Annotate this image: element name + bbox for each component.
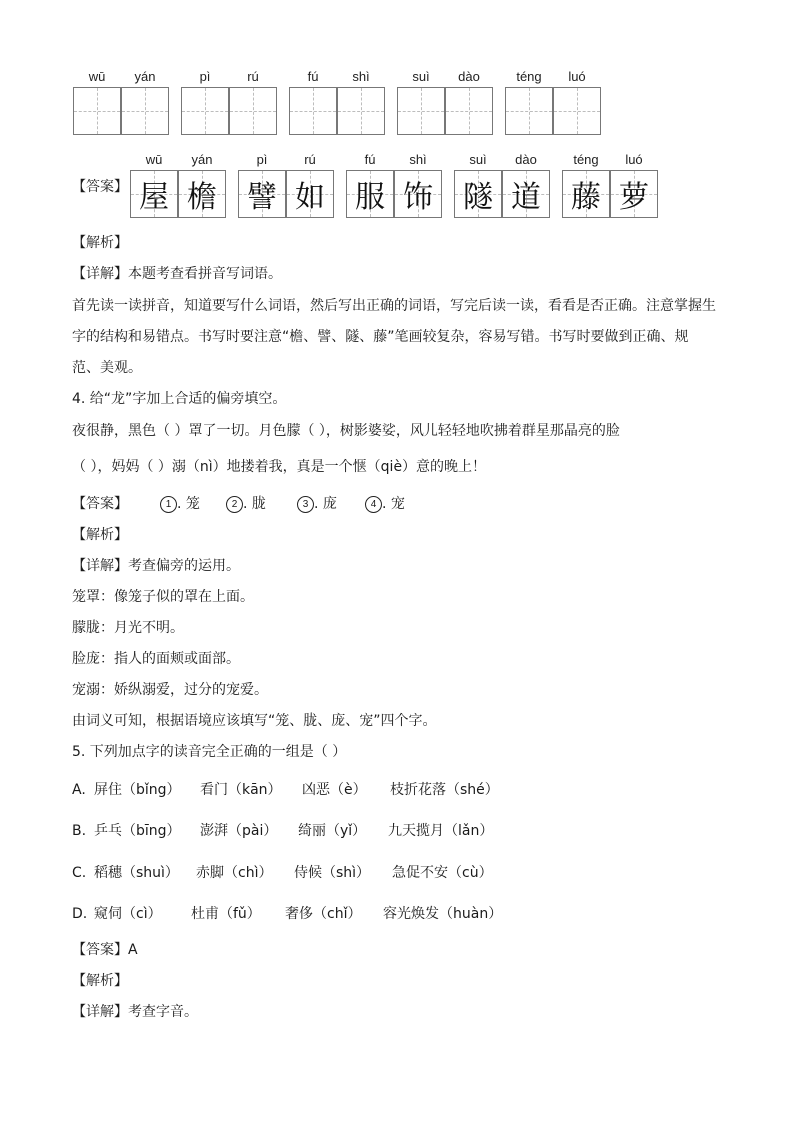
answer-char-box bbox=[502, 170, 550, 218]
explanation-text: 笼罩：像笼子似的罩在上面。 bbox=[72, 589, 254, 605]
writing-box[interactable] bbox=[121, 87, 169, 135]
circled-number: 2 bbox=[226, 496, 243, 513]
answer-item: 4 . 宠 bbox=[365, 494, 405, 514]
pinyin-label: shì bbox=[352, 69, 370, 84]
pinyin-label: fú bbox=[364, 152, 376, 167]
detail-text: 【详解】考查字音。 bbox=[72, 1004, 198, 1020]
detail-text: 【详解】本题考查看拼音写词语。 bbox=[72, 266, 282, 282]
pinyin-label: suì bbox=[412, 69, 430, 84]
writing-box[interactable] bbox=[337, 87, 385, 135]
option-item: 凶恶（è） bbox=[302, 782, 367, 798]
writing-box[interactable] bbox=[553, 87, 601, 135]
option-item: 绮丽（yǐ） bbox=[298, 823, 367, 839]
answer-char-box bbox=[346, 170, 394, 218]
circled-number: 3 bbox=[297, 496, 314, 513]
explanation-text: 由词义可知，根据语境应该填写“笼、胧、庞、宠”四个字。 bbox=[72, 713, 437, 729]
answer-char: 服 bbox=[355, 180, 385, 215]
writing-box[interactable] bbox=[229, 87, 277, 135]
option-item: 九天揽月（lǎn） bbox=[388, 823, 494, 839]
pinyin-label: suì bbox=[469, 152, 487, 167]
explanation-text: 范、美观。 bbox=[72, 360, 142, 376]
writing-box[interactable] bbox=[181, 87, 229, 135]
option-item: 看门（kān） bbox=[200, 782, 282, 798]
option-item: 杜甫（fǔ） bbox=[191, 906, 261, 922]
explanation-text: 字的结构和易错点。书写时要注意“檐、譬、隧、藤”笔画较复杂，容易写错。书写时要做到正确、规 bbox=[72, 329, 689, 345]
circled-number: 4 bbox=[365, 496, 382, 513]
option-item: 乒乓（bīng） bbox=[94, 823, 181, 839]
pinyin-label: pì bbox=[256, 152, 268, 167]
option-item: 枝折花落（shé） bbox=[390, 782, 499, 798]
answer-char: 屋 bbox=[139, 180, 169, 215]
answer-item: 1 . 笼 bbox=[160, 494, 200, 514]
answer-label: 【答案】 bbox=[72, 179, 128, 195]
answer-char-box bbox=[238, 170, 286, 218]
pinyin-label: rú bbox=[304, 152, 316, 167]
detail-text: 【详解】考查偏旁的运用。 bbox=[72, 558, 240, 574]
answer-label: 【答案】 bbox=[72, 496, 128, 512]
option-item: 窥伺（cì） bbox=[94, 906, 162, 922]
writing-box[interactable] bbox=[505, 87, 553, 135]
option-item: 侍候（shì） bbox=[294, 865, 371, 881]
pinyin-label: luó bbox=[568, 69, 586, 84]
answer-char: 笼 bbox=[185, 496, 200, 512]
explanation-text: 朦胧：月光不明。 bbox=[72, 620, 184, 636]
answer-item: 3 . 庞 bbox=[297, 494, 337, 514]
answer-char-box bbox=[394, 170, 442, 218]
answer-char: 饰 bbox=[403, 180, 433, 215]
answer-char-box bbox=[562, 170, 610, 218]
answer-char: 胧 bbox=[251, 496, 266, 512]
pinyin-label: wū bbox=[145, 152, 163, 167]
jiexi-label: 【解析】 bbox=[72, 973, 128, 989]
question-text: 夜很静，黑色（ ）罩了一切。月色朦（ ），树影婆娑，风儿轻轻地吹拂着群星那晶亮的脸 bbox=[72, 423, 620, 439]
pinyin-label: luó bbox=[625, 152, 643, 167]
pinyin-label: yán bbox=[134, 69, 156, 84]
question-title: 5. 下列加点字的读音完全正确的一组是（ ） bbox=[72, 744, 347, 760]
explanation-text: 宠溺：娇纵溺爱，过分的宠爱。 bbox=[72, 682, 268, 698]
option-label: A. bbox=[72, 782, 86, 798]
pinyin-label: téng bbox=[516, 69, 542, 84]
writing-box[interactable] bbox=[397, 87, 445, 135]
pinyin-label: yán bbox=[191, 152, 213, 167]
pinyin-label: téng bbox=[573, 152, 599, 167]
circled-number: 1 bbox=[160, 496, 177, 513]
pinyin-label: dào bbox=[458, 69, 480, 84]
option-item: 奢侈（chǐ） bbox=[285, 906, 362, 922]
jiexi-label: 【解析】 bbox=[72, 235, 128, 251]
pinyin-label: shì bbox=[409, 152, 427, 167]
answer-char: 譬 bbox=[247, 180, 277, 215]
answer-char-box bbox=[130, 170, 178, 218]
answer-char-box bbox=[178, 170, 226, 218]
answer-char: 隧 bbox=[463, 180, 493, 215]
answer-item: 2 . 胧 bbox=[226, 494, 266, 514]
option-item: 容光焕发（huàn） bbox=[383, 906, 503, 922]
writing-box[interactable] bbox=[73, 87, 121, 135]
writing-box[interactable] bbox=[445, 87, 493, 135]
answer-char-box bbox=[454, 170, 502, 218]
answer-char: 檐 bbox=[187, 180, 217, 215]
option-item: 急促不安（cù） bbox=[392, 865, 493, 881]
answer-char: 萝 bbox=[619, 180, 649, 215]
answer-char: 庞 bbox=[322, 496, 337, 512]
answer-text: 【答案】A bbox=[72, 942, 138, 958]
pinyin-label: rú bbox=[247, 69, 259, 84]
answer-char-box bbox=[286, 170, 334, 218]
explanation-text: 脸庞：指人的面颊或面部。 bbox=[72, 651, 240, 667]
pinyin-label: fú bbox=[307, 69, 319, 84]
option-item: 赤脚（chì） bbox=[196, 865, 273, 881]
option-item: 稻穗（shuì） bbox=[94, 865, 179, 881]
question-title: 4. 给“龙”字加上合适的偏旁填空。 bbox=[72, 391, 287, 407]
option-item: 屏住（bǐng） bbox=[94, 782, 181, 798]
option-label: D. bbox=[72, 906, 88, 922]
question-text: （ ），妈妈（ ）溺（nì）地搂着我，真是一个惬（qiè）意的晚上！ bbox=[72, 459, 487, 475]
answer-char-box bbox=[610, 170, 658, 218]
writing-box[interactable] bbox=[289, 87, 337, 135]
jiexi-label: 【解析】 bbox=[72, 527, 128, 543]
option-label: B. bbox=[72, 823, 87, 839]
answer-char: 道 bbox=[511, 180, 541, 215]
answer-char: 宠 bbox=[390, 496, 405, 512]
option-item: 澎湃（pài） bbox=[200, 823, 278, 839]
pinyin-label: wū bbox=[88, 69, 106, 84]
pinyin-label: dào bbox=[515, 152, 537, 167]
explanation-text: 首先读一读拼音，知道要写什么词语，然后写出正确的词语，写完后读一读，看看是否正确。注意掌握生 bbox=[72, 298, 716, 314]
pinyin-label: pì bbox=[199, 69, 211, 84]
answer-char: 如 bbox=[295, 180, 325, 215]
option-label: C. bbox=[72, 865, 87, 881]
answer-char: 藤 bbox=[571, 180, 601, 215]
